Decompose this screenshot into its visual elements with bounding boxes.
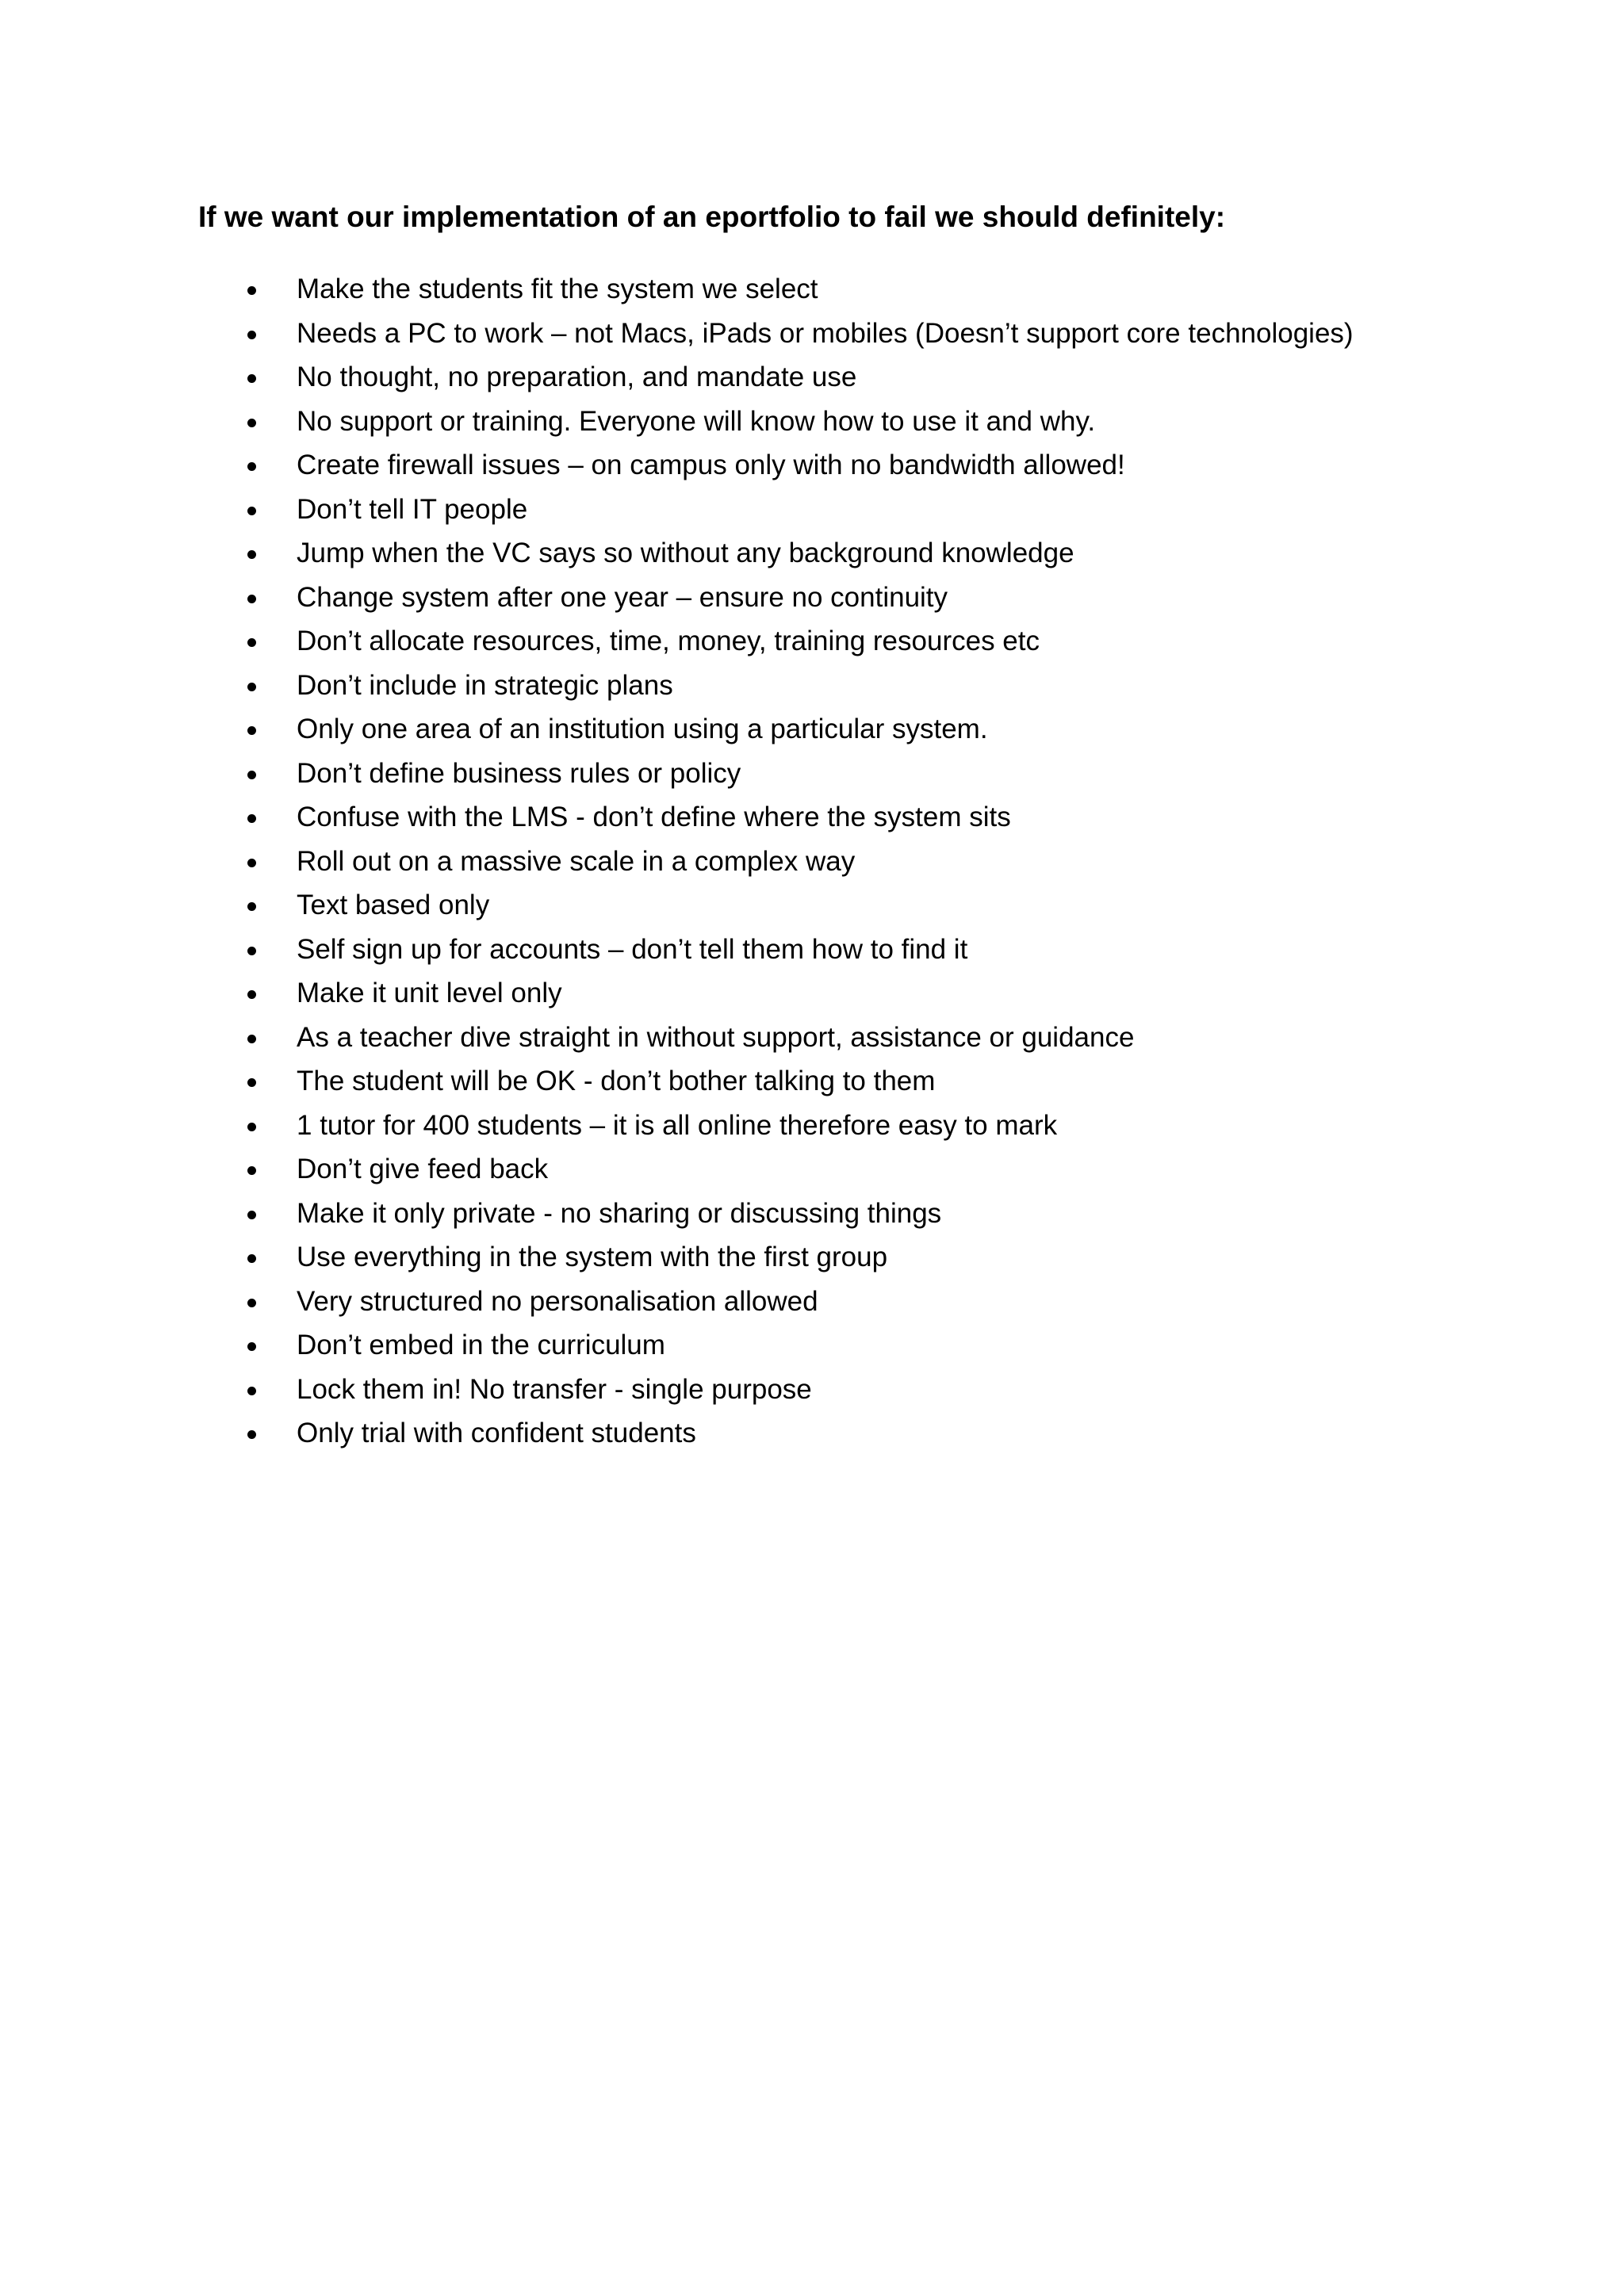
bullet-icon: [247, 595, 256, 603]
bullet-icon: [247, 1387, 256, 1395]
bullet-icon: [247, 1123, 256, 1131]
bullet-icon: [247, 374, 256, 383]
bullet-icon: [247, 726, 256, 735]
bullet-icon: [247, 1078, 256, 1087]
list-item-text: Only one area of an institution using a particular system.: [297, 714, 988, 744]
bullet-icon: [247, 419, 256, 427]
bullet-icon: [247, 462, 256, 471]
list-item-text: Lock them in! No transfer - single purpose: [297, 1373, 812, 1405]
list-item-text: Jump when the VC says so without any background knowledge: [297, 538, 1074, 568]
list-item-text: Confuse with the LMS - don’t define where the system sits: [297, 802, 1011, 832]
list-item-text: Don’t tell IT people: [297, 493, 528, 525]
list-item-text: No thought, no preparation, and mandate use: [297, 362, 857, 392]
bullet-icon: [247, 1430, 256, 1439]
list-item-text: Only trial with confident students: [297, 1418, 696, 1448]
bullet-icon: [247, 859, 256, 867]
bullet-icon: [247, 1342, 256, 1351]
bullet-icon: [247, 638, 256, 647]
bullet-icon: [247, 902, 256, 911]
list-item-text: Don’t include in strategic plans: [297, 669, 673, 701]
list-item-text: 1 tutor for 400 students – it is all online therefore easy to mark: [297, 1109, 1058, 1141]
bullet-icon: [247, 1166, 256, 1175]
list-item-text: The student will be OK - don’t bother talking to them: [297, 1066, 936, 1096]
bullet-icon: [247, 331, 256, 339]
list-item-text: Needs a PC to work – not Macs, iPads or mobiles (Doesn’t support core technologies): [297, 317, 1354, 349]
list-item-text: Make the students fit the system we select: [297, 274, 818, 304]
bullet-icon: [247, 550, 256, 559]
list-item-text: Make it only private - no sharing or discussing things: [297, 1197, 942, 1229]
bullet-icon: [247, 1254, 256, 1263]
list-item-text: Don’t allocate resources, time, money, training resources etc: [297, 626, 1040, 656]
list-item-text: Create firewall issues – on campus only with no bandwidth allowed!: [297, 450, 1125, 480]
bullet-icon: [247, 507, 256, 515]
list-item-text: Roll out on a massive scale in a complex way: [297, 845, 856, 877]
bullet-icon: [247, 1211, 256, 1219]
bullet-icon: [247, 814, 256, 823]
list-item-text: As a teacher dive straight in without support, assistance or guidance: [297, 1021, 1135, 1053]
list-item-text: Very structured no personalisation allowed: [297, 1285, 818, 1317]
bullet-icon: [247, 683, 256, 691]
list-item-text: Self sign up for accounts – don’t tell them how to find it: [297, 933, 968, 965]
bullet-icon: [247, 990, 256, 999]
list-item-text: Text based only: [297, 890, 490, 920]
bullet-icon: [247, 771, 256, 779]
list-item-text: No support or training. Everyone will know how to use it and why.: [297, 405, 1096, 437]
list-item-text: Don’t give feed back: [297, 1154, 549, 1184]
bullet-icon: [247, 1035, 256, 1043]
bullet-icon: [247, 286, 256, 295]
list-item-text: Don’t embed in the curriculum: [297, 1330, 665, 1360]
bullet-icon: [247, 947, 256, 955]
list-item-text: Change system after one year – ensure no continuity: [297, 581, 948, 613]
list-item-text: Use everything in the system with the first group: [297, 1242, 888, 1272]
document-heading: If we want our implementation of an eportfolio to fail we should definitely:: [198, 201, 1226, 233]
list-item-text: Make it unit level only: [297, 978, 562, 1008]
list-item-text: Don’t define business rules or policy: [297, 757, 741, 789]
bullet-icon: [247, 1299, 256, 1307]
